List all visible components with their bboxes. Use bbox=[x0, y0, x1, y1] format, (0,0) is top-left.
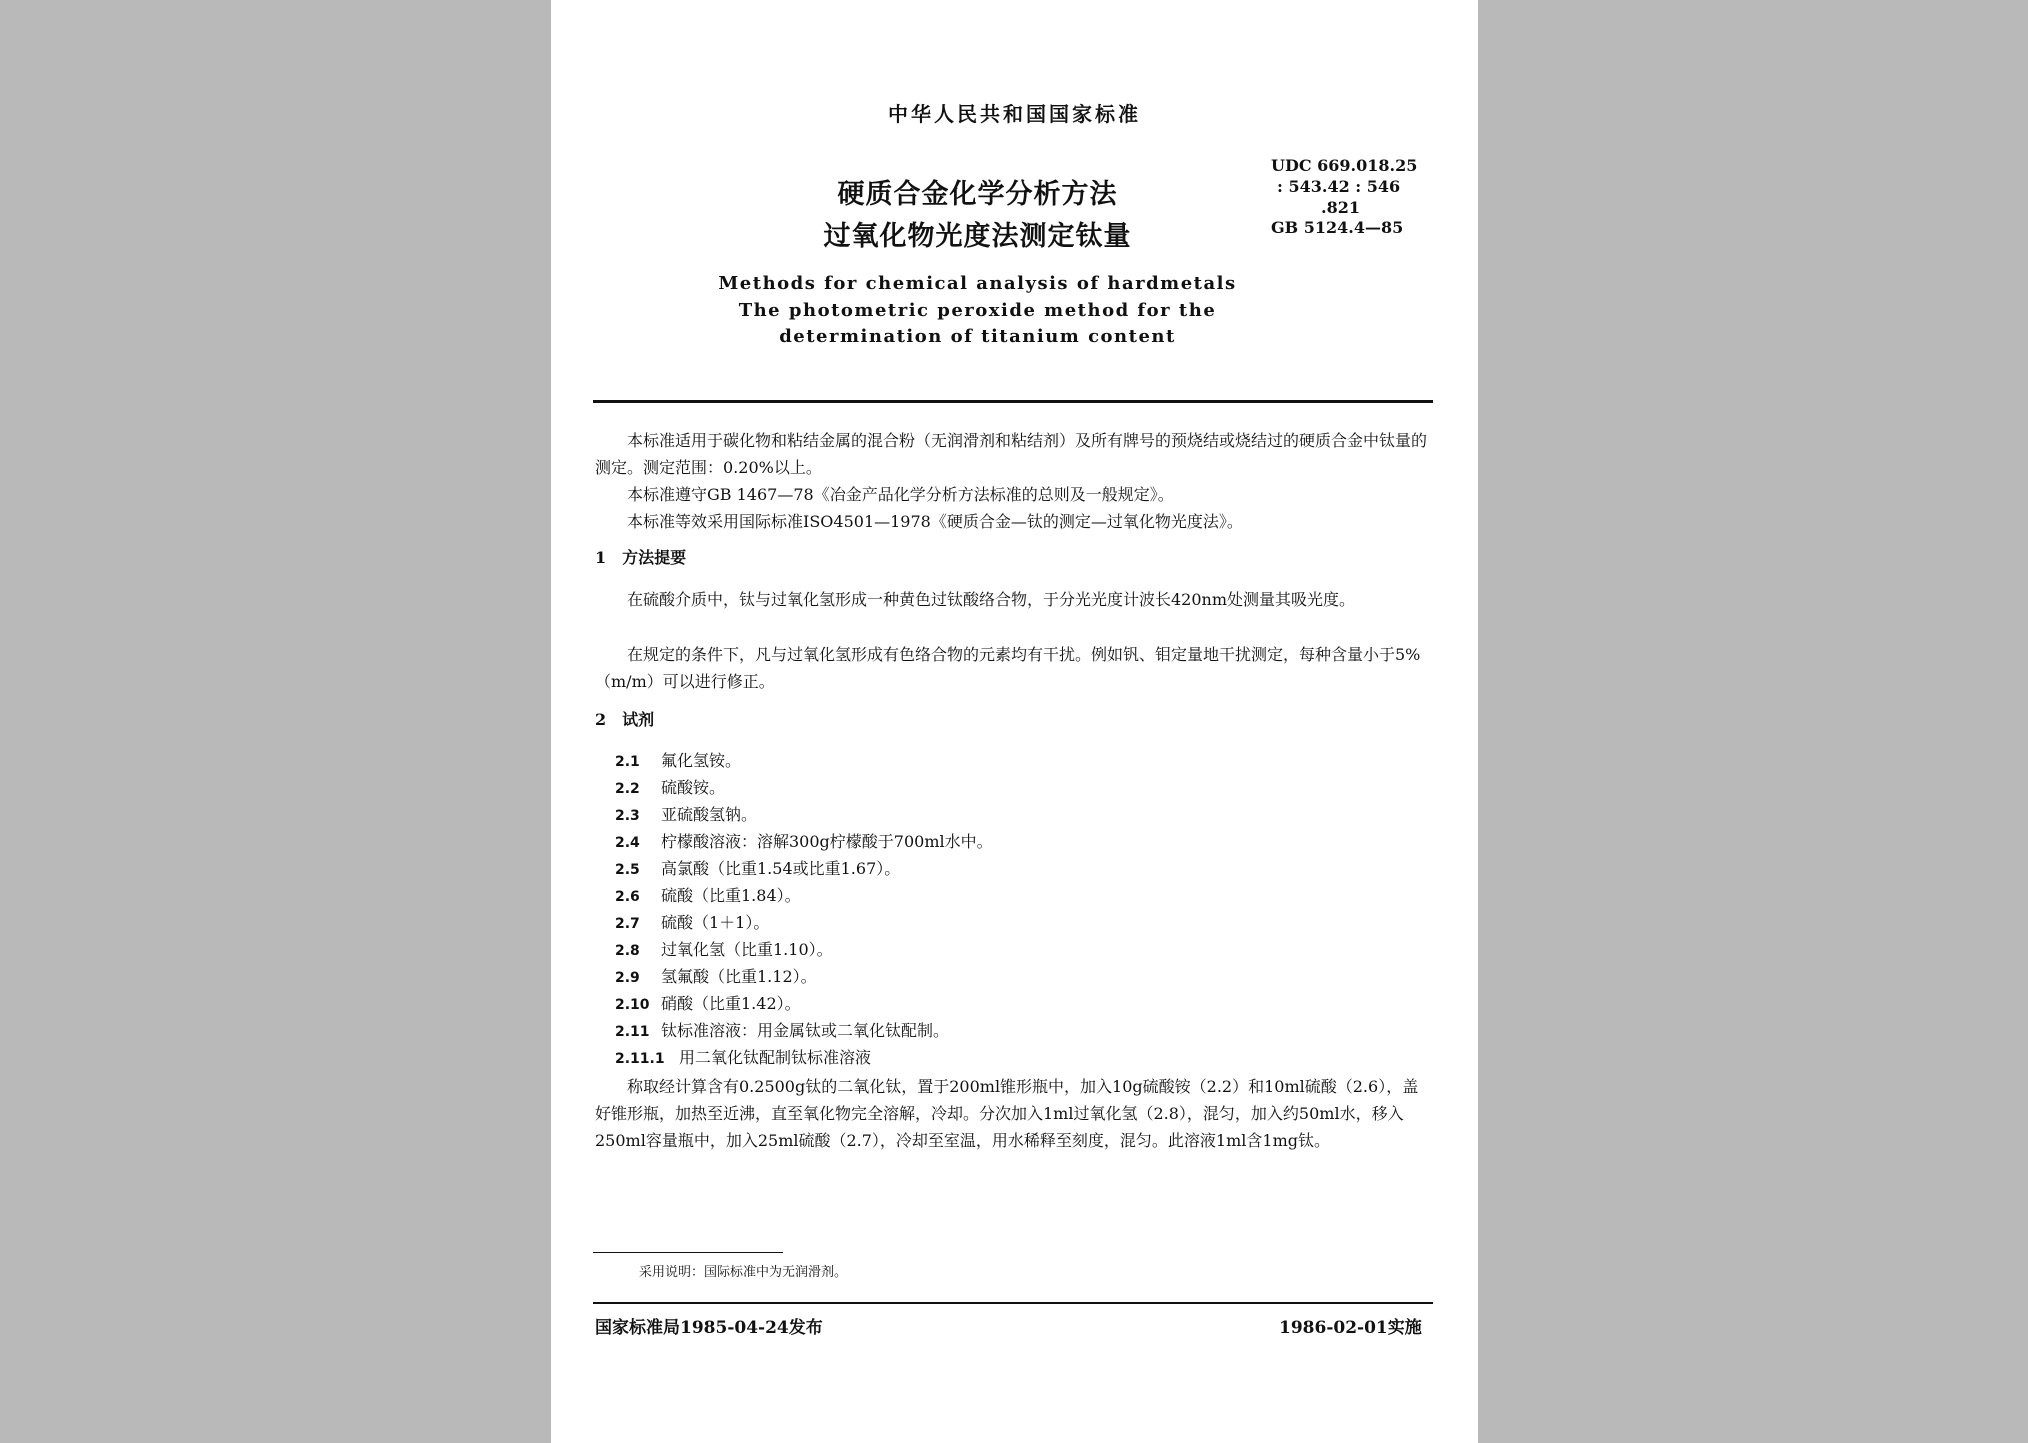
section1-paragraph-2: 在规定的条件下，凡与过氧化氢形成有色络合物的元素均有干扰。例如钒、钼定量地干扰测定，每种含量小于5%（m/m）可以进行修正。 bbox=[595, 645, 1421, 691]
udc-line2: : 543.42 : 546 bbox=[1277, 177, 1401, 196]
title-cn-line1: 硬质合金化学分析方法 bbox=[837, 179, 1118, 210]
item-number: 2.11 bbox=[615, 1024, 650, 1040]
item-text: 亚硫酸氢钠。 bbox=[661, 805, 758, 824]
reagent-item bbox=[615, 910, 769, 933]
title-en-line3: determination of titanium content bbox=[779, 326, 1176, 347]
item-number: 2.7 bbox=[615, 916, 640, 932]
intro-paragraph-1: 本标准适用于碳化物和粘结金属的混合粉（无润滑剂和粘结剂）及所有牌号的预烧结或烧结过的硬质合金中钛量的测定。测定范围：0.20%以上。 bbox=[595, 431, 1428, 477]
item-text: 硫酸（比重1.84）。 bbox=[661, 886, 801, 905]
item-text: 氟化氢铵。 bbox=[661, 751, 742, 770]
reagent-subitem bbox=[615, 1045, 871, 1068]
subitem-text: 用二氧化钛配制钛标准溶液 bbox=[679, 1048, 872, 1067]
item-text: 硫酸（1＋1）。 bbox=[661, 913, 770, 932]
intro-paragraph-2: 本标准遵守GB 1467—78《冶金产品化学分析方法标准的总则及一般规定》。 bbox=[627, 485, 1174, 504]
section1-paragraph-1: 在硫酸介质中，钛与过氧化氢形成一种黄色过钛酸络合物，于分光光度计波长420nm处测量其吸光度。 bbox=[627, 590, 1356, 609]
reagent-item bbox=[615, 991, 801, 1014]
footnote: 采用说明：国际标准中为无润滑剂。 bbox=[639, 1265, 848, 1280]
reagent-item bbox=[615, 883, 801, 906]
item-number: 2.10 bbox=[615, 997, 650, 1013]
reagent-item bbox=[615, 1018, 949, 1041]
intro-paragraph-3: 本标准等效采用国际标准ISO4501—1978《硬质合金—钛的测定—过氧化物光度法》。 bbox=[627, 512, 1243, 531]
footnote-rule bbox=[593, 1252, 783, 1253]
item-text: 硫酸铵。 bbox=[661, 778, 726, 797]
udc-line1: UDC 669.018.25 bbox=[1271, 156, 1418, 175]
issued-date: 国家标准局1985-04-24发布 bbox=[595, 1318, 823, 1338]
item-number: 2.2 bbox=[615, 781, 640, 797]
procedure-paragraph: 称取经计算含有0.2500g钛的二氧化钛，置于200ml锥形瓶中，加入10g硫酸铵（2.2）和10ml硫酸（2.6），盖好锥形瓶，加热至近沸，直至氧化物完全溶解，冷却。分次加入1ml过氧化氢（2.8），混匀，加入约50ml水，移入250ml容量瓶中，加入25ml硫酸（2.7），冷却至室温，用水稀释至刻度，混匀。此溶液1ml含1mg钛。 bbox=[595, 1077, 1419, 1150]
subitem-number: 2.11.1 bbox=[615, 1051, 665, 1067]
item-text: 钛标准溶液：用金属钛或二氧化钛配制。 bbox=[661, 1021, 950, 1040]
udc-line3: .821 bbox=[1321, 198, 1360, 217]
item-number: 2.1 bbox=[615, 754, 640, 770]
item-number: 2.4 bbox=[615, 835, 640, 851]
item-number: 2.6 bbox=[615, 889, 640, 905]
bottom-divider bbox=[593, 1302, 1433, 1304]
reagent-item bbox=[615, 802, 757, 825]
item-number: 2.8 bbox=[615, 943, 640, 959]
document-page bbox=[551, 0, 1478, 1443]
item-number: 2.5 bbox=[615, 862, 640, 878]
title-cn-line2: 过氧化物光度法测定钛量 bbox=[823, 221, 1132, 252]
reagent-item bbox=[615, 829, 993, 852]
gb-number: GB 5124.4—85 bbox=[1271, 218, 1404, 237]
item-text: 高氯酸（比重1.54或比重1.67）。 bbox=[661, 859, 901, 878]
top-divider bbox=[593, 400, 1433, 403]
reagent-item bbox=[615, 775, 725, 798]
section1-heading: 1 方法提要 bbox=[595, 548, 687, 567]
reagent-item bbox=[615, 748, 741, 771]
reagent-item bbox=[615, 937, 833, 960]
item-text: 氢氟酸（比重1.12）。 bbox=[661, 967, 817, 986]
item-text: 硝酸（比重1.42）。 bbox=[661, 994, 801, 1013]
item-text: 柠檬酸溶液：溶解300g柠檬酸于700ml水中。 bbox=[661, 832, 993, 851]
title-en-line2: The photometric peroxide method for the bbox=[738, 300, 1217, 321]
section2-heading: 2 试剂 bbox=[595, 710, 655, 729]
reagent-item bbox=[615, 964, 817, 987]
item-number: 2.3 bbox=[615, 808, 640, 824]
item-number: 2.9 bbox=[615, 970, 640, 986]
title-en-line1: Methods for chemical analysis of hardmetals bbox=[718, 273, 1237, 294]
item-text: 过氧化氢（比重1.10）。 bbox=[661, 940, 833, 959]
reagent-item bbox=[615, 856, 900, 879]
effective-date: 1986-02-01实施 bbox=[1279, 1318, 1422, 1338]
national-standard-heading: 中华人民共和国国家标准 bbox=[888, 102, 1141, 126]
